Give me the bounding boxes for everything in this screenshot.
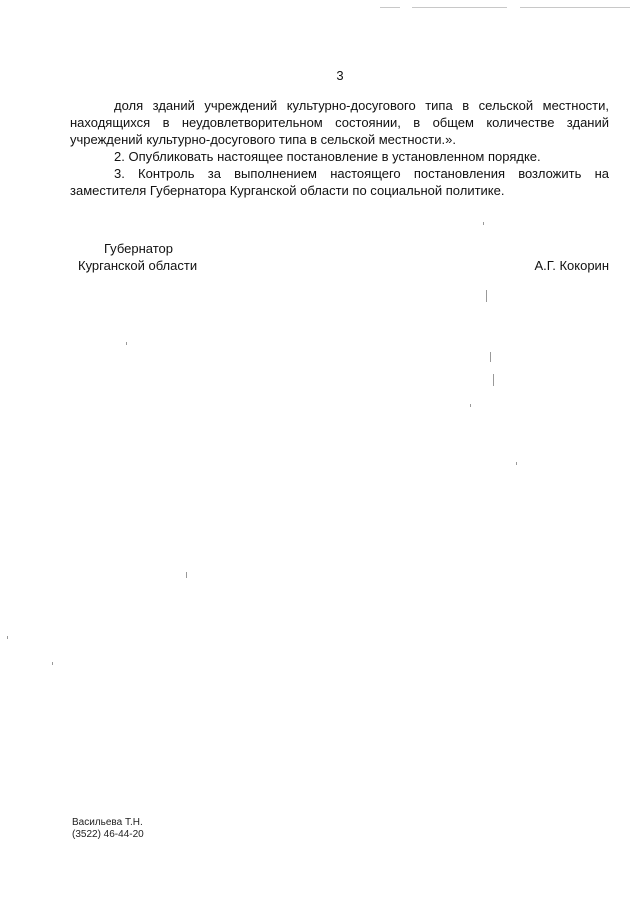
executor-name: Васильева Т.Н.	[72, 817, 143, 828]
scan-speck	[486, 290, 487, 302]
scan-speck	[490, 352, 491, 362]
scan-speck	[493, 374, 494, 386]
paragraph-publish: 2. Опубликовать настоящее постановление в установленном порядке.	[114, 149, 541, 164]
scan-speck	[483, 222, 484, 225]
page-number: 3	[336, 68, 344, 83]
scan-speck	[516, 462, 517, 465]
signatory-title-line1: Губернатор	[104, 241, 173, 256]
signatory-name: А.Г. Кокорин	[534, 258, 609, 273]
scan-speck	[126, 342, 127, 345]
paragraph-control: 3. Контроль за выполнением настоящего постановления возложить на заместителя Губернатора Курганской области по социальной политике.	[70, 166, 609, 198]
scan-speck	[52, 662, 53, 665]
signatory-title-line2: Курганской области	[78, 258, 198, 273]
executor-phone: (3522) 46-44-20	[72, 829, 144, 840]
scan-artifact	[380, 7, 400, 8]
scan-speck	[470, 404, 471, 407]
body-text	[70, 97, 609, 199]
scan-artifact	[520, 7, 630, 8]
signatory-title	[78, 240, 197, 274]
scan-speck	[7, 636, 8, 639]
scan-artifact	[412, 7, 507, 8]
scan-speck	[186, 572, 187, 578]
paragraph-indicator-definition: доля зданий учреждений культурно-досугового типа в сельской местности, находящихся в неудовлетворительном состоянии, в общем количестве зданий учреждений культурно-досугового типа в сельской местности.».	[70, 98, 609, 147]
executor-footer	[72, 817, 144, 841]
